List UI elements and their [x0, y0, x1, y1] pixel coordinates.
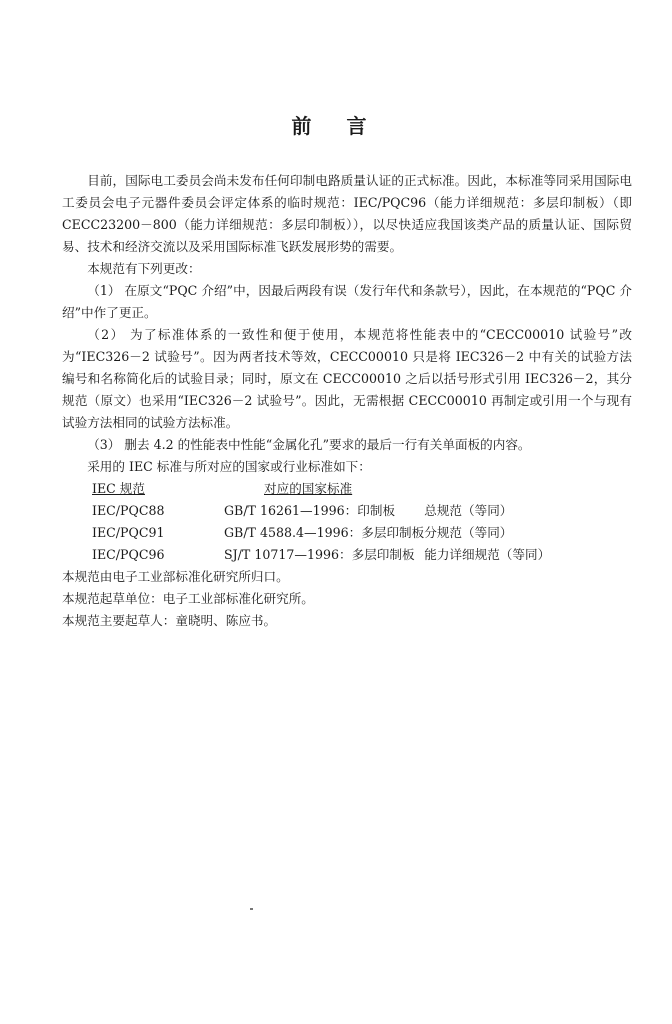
- table-row: [92, 500, 584, 522]
- table-cell: 分规范（等同）: [424, 525, 513, 540]
- table-cell: 总规范（等同）: [424, 503, 513, 518]
- table-row: [92, 522, 584, 544]
- table-header-cell: IEC 规范: [92, 481, 145, 496]
- table-cell: IEC/PQC96: [92, 547, 165, 562]
- paragraph-standards-intro: 采用的 IEC 标准与所对应的国家或行业标准如下：: [87, 459, 371, 474]
- paragraph-changes-heading: 本规范有下列更改：: [87, 261, 201, 276]
- paragraph-intro: 目前，国际电工委员会尚未发布任何印制电路质量认证的正式标准。因此，本标准等同采用国际电工委员会电子元器件委员会评定体系的临时规范：IEC/PQC96（能力详细规范：多层印制板）（即 CECC23200－800（能力详细规范：多层印制板）），以尽快适应我国该类产品的质量认证、国际贸易、技术和经济交流以及采用国际标准飞跃发展形势的需要。: [62, 173, 632, 254]
- table-cell: GB/T 16261—1996：印制板: [224, 503, 396, 518]
- table-cell: 能力详细规范（等同）: [424, 547, 551, 562]
- paragraph-drafting-unit: 本规范起草单位：电子工业部标准化研究所。: [62, 591, 314, 606]
- scan-speck: [250, 908, 253, 910]
- standards-table: [92, 478, 584, 566]
- paragraph-drafters: 本规范主要起草人：童晓明、陈应书。: [62, 613, 277, 628]
- paragraph-change-1: （1） 在原文“PQC 介绍”中，因最后两段有误（发行年代和条款号），因此，在本规范的“PQC 介绍”中作了更正。: [62, 283, 632, 320]
- table-cell: GB/T 4588.4—1996：多层印制板: [224, 525, 425, 540]
- paragraph-responsible-unit: 本规范由电子工业部标准化研究所归口。: [62, 569, 289, 584]
- table-cell: IEC/PQC91: [92, 525, 165, 540]
- table-cell: SJ/T 10717—1996：多层印制板: [224, 547, 415, 562]
- preface-body: [62, 170, 632, 632]
- table-header-row: [92, 478, 584, 500]
- paragraph-change-3: （3） 删去 4.2 的性能表中性能“金属化孔”要求的最后一行有关单面板的内容。: [87, 437, 531, 452]
- paragraph-change-2: （2） 为了标准体系的一致性和便于使用，本规范将性能表中的“CECC00010 试验号”改为“IEC326－2 试验号”。因为两者技术等效，CECC00010 只是将 IEC326－2 中有关的试验方法编号和名称简化后的试验目录；同时，原文在 CECC00010 之后以括号形式引用 IEC326－2，其分规范（原文）也采用“IEC326－2 试验号”。因此，无需根据 CECC00010 再制定或引用一个与现有试验方法相同的试验方法标准。: [62, 327, 632, 430]
- page-title: 前 言: [291, 114, 381, 138]
- table-row: [92, 544, 584, 566]
- table-cell: IEC/PQC88: [92, 503, 165, 518]
- table-header-cell: 对应的国家标准: [264, 481, 353, 496]
